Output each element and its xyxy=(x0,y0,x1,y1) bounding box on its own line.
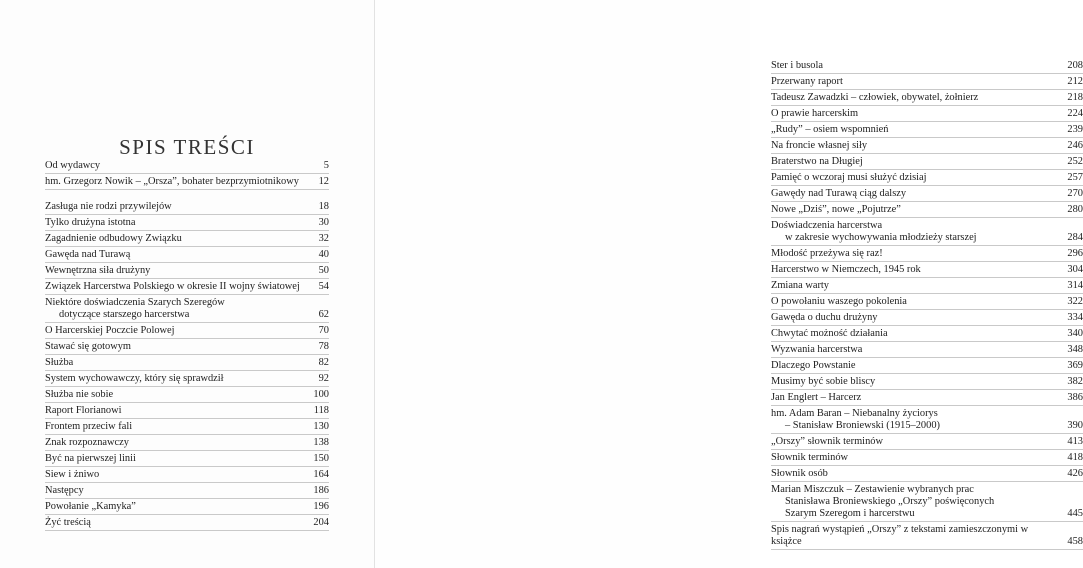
toc-entry-title-line: O prawie harcerskim xyxy=(771,108,859,119)
toc-entry-title xyxy=(45,249,307,261)
toc-entry xyxy=(45,339,329,355)
toc-entry-title xyxy=(771,60,1061,72)
toc-entry-title-line: Znak rozpoznawczy xyxy=(45,437,129,448)
toc-entry xyxy=(771,58,1083,74)
toc-entry-page-number: 334 xyxy=(1067,312,1083,323)
toc-entry-page-number: 418 xyxy=(1067,452,1083,463)
right-page xyxy=(375,0,1083,568)
toc-entry-title xyxy=(771,92,1061,104)
toc-entry xyxy=(45,263,329,279)
toc-entry-title xyxy=(771,408,1061,432)
toc-entry xyxy=(45,158,329,174)
toc-entry-title xyxy=(45,373,307,385)
toc-entry-title-line: Słownik terminów xyxy=(771,452,849,463)
toc-entry-page-number: 54 xyxy=(318,281,329,292)
toc-entry-title xyxy=(45,469,307,481)
toc-entry-title-line: w zakresie wychowywania młodzieży starszej xyxy=(785,232,977,243)
toc-entry-page-number: 130 xyxy=(313,421,329,432)
toc-entry-page-number: 204 xyxy=(313,517,329,528)
toc-entry-title-line: Służba nie sobie xyxy=(45,389,114,400)
toc-entry xyxy=(771,434,1083,450)
toc-entry xyxy=(771,246,1083,262)
toc-entry-title xyxy=(45,217,307,229)
toc-entry xyxy=(771,390,1083,406)
toc-entry-title xyxy=(45,405,307,417)
toc-entry-page-number: 150 xyxy=(313,453,329,464)
toc-entry-page-number: 239 xyxy=(1067,124,1083,135)
toc-entry-title-line: Frontem przeciw fali xyxy=(45,421,133,432)
toc-entry-title-line: Niektóre doświadczenia Szarych Szeregów xyxy=(45,297,225,308)
toc-entry-title xyxy=(45,485,307,497)
toc-entry-page-number: 30 xyxy=(318,217,329,228)
toc-entry-title-line: Służba xyxy=(45,357,74,368)
toc-entry-page-number: 257 xyxy=(1067,172,1083,183)
toc-entry-title xyxy=(45,501,307,513)
toc-entry-title-line: Dlaczego Powstanie xyxy=(771,360,856,371)
toc-entry xyxy=(45,355,329,371)
toc-entry-page-number: 50 xyxy=(318,265,329,276)
toc-entry-page-number: 218 xyxy=(1067,92,1083,103)
toc-entry-page-number: 186 xyxy=(313,485,329,496)
toc-entry-title-line: dotyczące starszego harcerstwa xyxy=(59,309,190,320)
toc-entry xyxy=(771,342,1083,358)
toc-entry xyxy=(45,295,329,323)
toc-entry-title xyxy=(45,517,307,529)
toc-entry-title-line: System wychowawczy, który się sprawdził xyxy=(45,373,224,384)
toc-entry-title-line: Siew i żniwo xyxy=(45,469,100,480)
toc-entry-title xyxy=(45,265,307,277)
toc-entry-title-line: Tylko drużyna istotna xyxy=(45,217,136,228)
toc-entry-title xyxy=(771,436,1061,448)
toc-entry xyxy=(771,406,1083,434)
toc-entry xyxy=(45,499,329,515)
toc-entry xyxy=(771,106,1083,122)
toc-entry-page-number: 296 xyxy=(1067,248,1083,259)
toc-entry-title xyxy=(771,468,1061,480)
toc-entry-title xyxy=(771,172,1061,184)
toc-entry-title xyxy=(45,297,307,321)
toc-entry-title-line: Gawęda o duchu drużyny xyxy=(771,312,878,323)
toc-entry-title-line: Młodość przeżywa się raz! xyxy=(771,248,883,259)
toc-entry-title xyxy=(771,344,1061,356)
toc-entry-page-number: 212 xyxy=(1067,76,1083,87)
toc-entry-title xyxy=(45,341,307,353)
toc-entry-page-number: 382 xyxy=(1067,376,1083,387)
toc-entry xyxy=(771,138,1083,154)
toc-entry xyxy=(45,199,329,215)
toc-entry-title xyxy=(771,392,1061,404)
toc-entry xyxy=(771,466,1083,482)
toc-entry-page-number: 196 xyxy=(313,501,329,512)
toc-entry-title xyxy=(45,233,307,245)
toc-entry xyxy=(45,231,329,247)
toc-entry xyxy=(45,215,329,231)
toc-entry-title-line: Tadeusz Zawadzki – człowiek, obywatel, żołnierz xyxy=(771,92,979,103)
toc-entry-page-number: 5 xyxy=(323,160,329,171)
toc-entry xyxy=(45,419,329,435)
toc-entry-title-line: O powołaniu waszego pokolenia xyxy=(771,296,907,307)
toc-entry-title-line: Spis nagrań wystąpień „Orszy” z tekstami zamieszczonymi w książce xyxy=(771,524,1029,547)
toc-entry-title xyxy=(771,124,1061,136)
toc-entry-title-line: Raport Florianowi xyxy=(45,405,122,416)
toc-entry-title xyxy=(45,421,307,433)
toc-list-left xyxy=(45,158,329,531)
toc-list-right xyxy=(771,58,1083,550)
toc-entry-title-line: Zagadnienie odbudowy Związku xyxy=(45,233,182,244)
toc-entry-title-line: O Harcerskiej Poczcie Polowej xyxy=(45,325,175,336)
toc-entry xyxy=(45,435,329,451)
toc-entry-title xyxy=(45,325,307,337)
toc-entry xyxy=(45,174,329,190)
toc-entry-page-number: 100 xyxy=(313,389,329,400)
toc-entry-title-line: Żyć treścią xyxy=(45,517,91,528)
toc-entry xyxy=(771,310,1083,326)
toc-entry-title xyxy=(45,357,307,369)
toc-entry-page-number: 284 xyxy=(1067,232,1083,243)
toc-entry-title xyxy=(771,204,1061,216)
toc-entry-title-line: Powołanie „Kamyka” xyxy=(45,501,136,512)
toc-entry-page-number: 304 xyxy=(1067,264,1083,275)
toc-entry xyxy=(771,374,1083,390)
toc-entry-title-line: Chwytać możność działania xyxy=(771,328,888,339)
toc-entry xyxy=(45,483,329,499)
toc-entry-page-number: 270 xyxy=(1067,188,1083,199)
toc-entry-title xyxy=(771,328,1061,340)
toc-entry-title xyxy=(771,248,1061,260)
toc-entry-page-number: 390 xyxy=(1067,420,1083,431)
toc-entry-page-number: 445 xyxy=(1067,508,1083,519)
toc-entry xyxy=(45,247,329,263)
toc-entry-title-line: Musimy być sobie bliscy xyxy=(771,376,876,387)
toc-entry-page-number: 12 xyxy=(318,176,329,187)
toc-entry-page-number: 413 xyxy=(1067,436,1083,447)
toc-entry-title-line: Braterstwo na Długiej xyxy=(771,156,863,167)
toc-entry-title-line: Wewnętrzna siła drużyny xyxy=(45,265,151,276)
toc-entry-title xyxy=(771,264,1061,276)
toc-entry-title xyxy=(45,389,307,401)
toc-entry xyxy=(45,515,329,531)
toc-entry-title xyxy=(771,280,1061,292)
toc-entry xyxy=(771,278,1083,294)
toc-entry-title-line: Stanisława Broniewskiego „Orszy” poświęconych xyxy=(785,496,995,507)
toc-entry-title-line: Marian Miszczuk – Zestawienie wybranych prac xyxy=(771,484,974,495)
toc-entry-title-line: Zasługa nie rodzi przywilejów xyxy=(45,201,172,212)
toc-entry-page-number: 386 xyxy=(1067,392,1083,403)
toc-entry-page-number: 252 xyxy=(1067,156,1083,167)
toc-entry-title-line: Harcerstwo w Niemczech, 1945 rok xyxy=(771,264,921,275)
toc-entry xyxy=(45,387,329,403)
toc-entry-title xyxy=(771,220,1061,244)
toc-entry-page-number: 70 xyxy=(318,325,329,336)
toc-entry-page-number: 78 xyxy=(318,341,329,352)
toc-entry xyxy=(771,186,1083,202)
toc-entry-title-line: Nowe „Dziś”, nowe „Pojutrze” xyxy=(771,204,901,215)
toc-entry-title xyxy=(771,140,1061,152)
toc-entry xyxy=(771,170,1083,186)
toc-entry-title xyxy=(771,156,1061,168)
toc-entry-page-number: 246 xyxy=(1067,140,1083,151)
toc-entry-page-number: 138 xyxy=(313,437,329,448)
toc-entry-page-number: 40 xyxy=(318,249,329,260)
toc-entry xyxy=(771,358,1083,374)
left-page xyxy=(0,0,374,568)
toc-entry-title xyxy=(771,452,1061,464)
toc-entry-page-number: 348 xyxy=(1067,344,1083,355)
toc-entry-title-line: Związek Harcerstwa Polskiego w okresie II wojny światowej xyxy=(45,281,300,292)
toc-entry-title xyxy=(771,108,1061,120)
toc-entry-page-number: 82 xyxy=(318,357,329,368)
toc-entry-page-number: 208 xyxy=(1067,60,1083,71)
toc-entry xyxy=(771,262,1083,278)
toc-entry xyxy=(45,451,329,467)
toc-entry-page-number: 426 xyxy=(1067,468,1083,479)
toc-entry-title-line: Ster i busola xyxy=(771,60,823,71)
toc-entry-page-number: 314 xyxy=(1067,280,1083,291)
toc-entry xyxy=(771,482,1083,522)
toc-entry-page-number: 458 xyxy=(1067,536,1083,547)
toc-entry-title-line: Jan Englert – Harcerz xyxy=(771,392,862,403)
toc-entry xyxy=(771,154,1083,170)
toc-entry xyxy=(771,122,1083,138)
toc-entry-title-line: „Orszy” słownik terminów xyxy=(771,436,883,447)
toc-entry-title xyxy=(45,453,307,465)
toc-entry-title xyxy=(771,188,1061,200)
toc-entry-page-number: 224 xyxy=(1067,108,1083,119)
toc-entry-page-number: 280 xyxy=(1067,204,1083,215)
toc-entry-title-line: Przerwany raport xyxy=(771,76,843,87)
page-title: SPIS TREŚCI xyxy=(119,135,255,159)
toc-entry xyxy=(771,522,1083,550)
toc-entry-page-number: 62 xyxy=(318,309,329,320)
toc-entry-title-line: Słownik osób xyxy=(771,468,828,479)
toc-entry xyxy=(45,371,329,387)
toc-entry-title xyxy=(45,281,307,293)
toc-entry-title xyxy=(45,437,307,449)
toc-entry-page-number: 340 xyxy=(1067,328,1083,339)
toc-entry-title xyxy=(771,484,1061,520)
toc-entry-title xyxy=(45,201,307,213)
toc-entry-page-number: 369 xyxy=(1067,360,1083,371)
toc-entry xyxy=(771,218,1083,246)
toc-entry-page-number: 322 xyxy=(1067,296,1083,307)
toc-entry xyxy=(45,403,329,419)
toc-entry-page-number: 32 xyxy=(318,233,329,244)
toc-entry-title xyxy=(771,312,1061,324)
toc-entry-title-line: Wyzwania harcerstwa xyxy=(771,344,863,355)
toc-entry-title xyxy=(45,176,307,188)
toc-entry-title xyxy=(45,160,307,172)
toc-entry-title-line: Gawęda nad Turawą xyxy=(45,249,131,260)
toc-entry-page-number: 164 xyxy=(313,469,329,480)
toc-entry-title xyxy=(771,76,1061,88)
toc-entry-title-line: Następcy xyxy=(45,485,84,496)
toc-entry-title-line: Zmiana warty xyxy=(771,280,829,291)
toc-entry-title-line: Doświadczenia harcerstwa xyxy=(771,220,883,231)
toc-entry xyxy=(771,90,1083,106)
toc-entry xyxy=(771,74,1083,90)
toc-entry xyxy=(771,326,1083,342)
toc-entry xyxy=(45,323,329,339)
toc-entry-page-number: 18 xyxy=(318,201,329,212)
toc-entry-title xyxy=(771,360,1061,372)
toc-entry-title-line: hm. Adam Baran – Niebanalny życiorys xyxy=(771,408,938,419)
toc-entry-title-line: Stawać się gotowym xyxy=(45,341,131,352)
toc-entry xyxy=(45,467,329,483)
toc-entry-title-line: Gawędy nad Turawą ciąg dalszy xyxy=(771,188,907,199)
toc-entry-title xyxy=(771,296,1061,308)
toc-entry-page-number: 92 xyxy=(318,373,329,384)
toc-entry xyxy=(771,450,1083,466)
toc-entry-title-line: Od wydawcy xyxy=(45,160,101,171)
toc-entry-title-line: Pamięć o wczoraj musi służyć dzisiaj xyxy=(771,172,927,183)
toc-entry-title-line: Być na pierwszej linii xyxy=(45,453,136,464)
toc-entry xyxy=(45,279,329,295)
toc-entry-page-number: 118 xyxy=(313,405,329,416)
toc-entry-title-line: Na froncie własnej siły xyxy=(771,140,868,151)
toc-entry xyxy=(771,294,1083,310)
toc-entry-title xyxy=(771,376,1061,388)
toc-entry xyxy=(771,202,1083,218)
toc-entry-title-line: hm. Grzegorz Nowik – „Orsza”, bohater bezprzymiotnikowy xyxy=(45,176,299,187)
toc-entry-title-line: Szarym Szeregom i harcerstwu xyxy=(785,508,915,519)
toc-entry-title-line: – Stanisław Broniewski (1915–2000) xyxy=(785,420,940,431)
toc-entry-title xyxy=(771,524,1061,548)
toc-entry-title-line: „Rudy” – osiem wspomnień xyxy=(771,124,889,135)
